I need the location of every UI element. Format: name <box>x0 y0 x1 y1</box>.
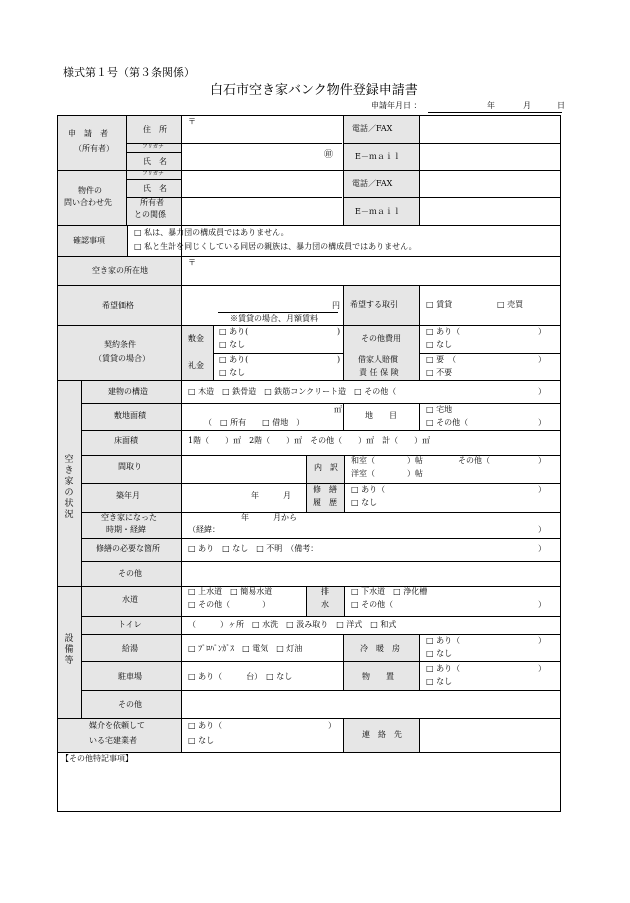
applicant-name-label: 氏 名 <box>143 157 167 166</box>
insurance-label-1: 借家人賠償 <box>358 355 398 364</box>
land-area-label: 敷地面積 <box>114 411 146 420</box>
repair-needed-options[interactable]: □ あり □ なし □ 不明 （備考： <box>188 544 319 553</box>
status-section-label: 空き家の状況 <box>64 455 74 520</box>
applicant-sublabel: （所有者） <box>74 144 114 153</box>
form-title: 白石市空き家バンク物件登録申請書 <box>210 83 418 98</box>
insurance-paren: ） <box>538 355 546 364</box>
deposit-yes[interactable]: □ あり( <box>219 327 249 336</box>
breakdown-label: 内 訳 <box>314 463 338 472</box>
agent-label-2: いる宅建業者 <box>89 736 137 745</box>
location-postal-mark: 〒 <box>188 258 196 267</box>
vacant-date-fields[interactable]: 年 月から <box>241 513 297 522</box>
location-label: 空き家の所在地 <box>92 266 148 275</box>
contact-email-label: E－ｍａｉｌ <box>355 207 401 216</box>
date-year: 年 <box>487 101 495 110</box>
other-room[interactable]: その他（ <box>458 456 490 465</box>
contact-furigana-label: フリガナ <box>142 171 164 177</box>
storage-no[interactable]: □ なし <box>426 677 453 686</box>
parking-label: 駐車場 <box>118 672 142 681</box>
other-cost-label: その他費用 <box>361 334 401 343</box>
deal-label: 希望する取引 <box>350 300 398 309</box>
parking-options[interactable]: □ あり（ 台） □ なし <box>188 672 293 681</box>
key-money-no[interactable]: □ なし <box>219 368 246 377</box>
land-ownership-options[interactable]: （ □ 所有 □ 借地 ） <box>204 418 305 427</box>
hotwater-options[interactable]: □ ﾌﾟﾛﾊﾟﾝｶﾞｽ □ 電気 □ 灯油 <box>188 644 303 653</box>
repair-label-2: 履 歴 <box>313 498 337 507</box>
storage-paren: ） <box>538 664 546 673</box>
land-residential-option[interactable]: □ 宅地 <box>426 405 453 414</box>
water-label: 水道 <box>122 595 138 604</box>
structure-paren: ） <box>538 387 546 396</box>
applicant-label: 申 請 者 <box>68 129 108 138</box>
contact-phone-label: 電話／FAX <box>352 179 393 188</box>
storage-yes[interactable]: □ あり（ <box>426 664 461 673</box>
date-label: 申請年月日 ： <box>371 101 422 110</box>
vacant-detail[interactable]: （経緯： <box>188 525 220 534</box>
floor-area-fields[interactable]: 1階（ ）㎡ 2階（ ）㎡ その他（ ）㎡ 計（ ）㎡ <box>188 436 431 445</box>
contact-name-label: 氏 名 <box>143 184 167 193</box>
drain-paren: ） <box>538 600 546 609</box>
drain-label-2: 水 <box>321 600 329 609</box>
status-other-label: その他 <box>118 569 142 578</box>
repair-yes[interactable]: □ あり（ <box>351 485 386 494</box>
aircon-label: 冷 暖 房 <box>360 644 400 653</box>
aircon-no[interactable]: □ なし <box>426 649 453 658</box>
seal-mark: ㊞ <box>324 150 334 160</box>
floor-area-label: 床面積 <box>114 436 138 445</box>
land-other-paren: ） <box>538 418 546 427</box>
toilet-label: トイレ <box>118 620 142 629</box>
drain-options-2[interactable]: □ その他（ <box>351 600 394 609</box>
price-label: 希望価格 <box>102 301 134 310</box>
repair-no[interactable]: □ なし <box>351 498 378 507</box>
deposit-no[interactable]: □ なし <box>219 340 246 349</box>
layout-label: 間取り <box>118 462 142 471</box>
agent-label-1: 媒介を依頼して <box>89 721 145 730</box>
vacant-label-1: 空き家になった <box>101 513 157 522</box>
land-category-label: 地 目 <box>365 411 397 420</box>
relation-label-2: との関係 <box>134 210 166 219</box>
insurance-label-2: 責 任 保 険 <box>359 368 399 377</box>
contract-sublabel: （賃貸の場合） <box>94 354 150 363</box>
vacant-detail-paren: ） <box>538 525 546 534</box>
deposit-label: 敷金 <box>188 334 204 343</box>
confirm-label: 確認事項 <box>73 236 105 245</box>
price-underline <box>218 312 338 313</box>
repair-paren: ） <box>538 485 546 494</box>
aircon-yes[interactable]: □ あり（ <box>426 636 461 645</box>
japanese-room[interactable]: 和室（ ）帖 <box>351 456 423 465</box>
hotwater-label: 給湯 <box>122 644 138 653</box>
agent-yes[interactable]: □ あり（ <box>188 721 223 730</box>
key-money-label: 礼金 <box>188 361 204 370</box>
facilities-section-label: 設備等 <box>64 634 74 666</box>
other-cost-no[interactable]: □ なし <box>426 340 453 349</box>
land-other-option[interactable]: □ その他（ <box>426 418 469 427</box>
water-options-2[interactable]: □ その他（ ） <box>188 600 271 609</box>
western-room[interactable]: 洋室（ ）帖 <box>351 469 423 478</box>
yen-unit: 円 <box>332 301 340 310</box>
applicant-phone-label: 電話／FAX <box>352 124 393 133</box>
deal-rent-option[interactable]: □ 賃貸 <box>426 300 453 309</box>
structure-options[interactable]: □ 木造 □ 鉄骨造 □ 鉄筋コンクリート造 □ その他（ <box>188 387 397 396</box>
notes-label: 【その他特記事項】 <box>61 754 133 763</box>
drain-label-1: 排 <box>321 587 329 596</box>
date-underline <box>428 112 562 113</box>
form-number: 様式第１号（第３条関係） <box>63 66 195 79</box>
address-label: 住 所 <box>143 125 167 134</box>
agent-paren: ） <box>328 721 336 730</box>
storage-label: 物 置 <box>362 672 394 681</box>
applicant-email-label: E－ｍａｉｌ <box>355 152 401 161</box>
aircon-paren: ） <box>538 636 546 645</box>
repair-needed-paren: ） <box>538 544 546 553</box>
contact-label-1: 物件の <box>78 186 102 195</box>
water-options-1[interactable]: □ 上水道 □ 簡易水道 <box>188 587 273 596</box>
other-cost-yes[interactable]: □ あり（ <box>426 327 461 336</box>
relation-label-1: 所有者 <box>140 198 164 207</box>
facilities-other-label: その他 <box>118 700 142 709</box>
key-money-paren: ) <box>337 355 341 364</box>
built-date-fields[interactable]: 年 月 <box>251 491 291 500</box>
insurance-not-required[interactable]: □ 不要 <box>426 368 453 377</box>
date-month: 月 <box>523 101 531 110</box>
repair-label-1: 修 繕 <box>313 485 337 494</box>
deposit-paren: ) <box>337 327 341 336</box>
postal-mark: 〒 <box>188 117 196 126</box>
toilet-options[interactable]: （ ）ヶ所 □ 水洗 □ 汲み取り □ 洋式 □ 和式 <box>188 620 397 629</box>
agent-no[interactable]: □ なし <box>188 736 215 745</box>
deal-sale-option[interactable]: □ 売買 <box>497 300 524 309</box>
applicant-furigana-label: フリガナ <box>142 144 164 150</box>
date-day: 日 <box>557 101 565 110</box>
repair-needed-label: 修繕の必要な箇所 <box>96 544 160 553</box>
drain-options-1[interactable]: □ 下水道 □ 浄化槽 <box>351 587 428 596</box>
price-note: ※賃貸の場合、月額賃料 <box>230 314 318 323</box>
insurance-required[interactable]: □ 要 （ <box>426 355 457 364</box>
confirm-item-2[interactable]: □ 私と生計を同じくしている同居の親族は、暴力団の構成員ではありません。 <box>134 242 417 251</box>
key-money-yes[interactable]: □ あり( <box>219 355 249 364</box>
agent-contact-label: 連 絡 先 <box>362 730 402 739</box>
contact-label-2: 問い合わせ先 <box>64 198 112 207</box>
land-sqm-unit: ㎡ <box>334 405 342 414</box>
built-date-label: 築年月 <box>116 491 140 500</box>
other-cost-paren: ） <box>538 327 546 336</box>
confirm-item-1[interactable]: □ 私は、暴力団の構成員ではありません。 <box>134 228 289 237</box>
other-room-paren: ） <box>538 456 546 465</box>
vacant-label-2: 時期・経緯 <box>106 525 146 534</box>
structure-label: 建物の構造 <box>108 387 148 396</box>
contract-label: 契約条件 <box>104 340 136 349</box>
